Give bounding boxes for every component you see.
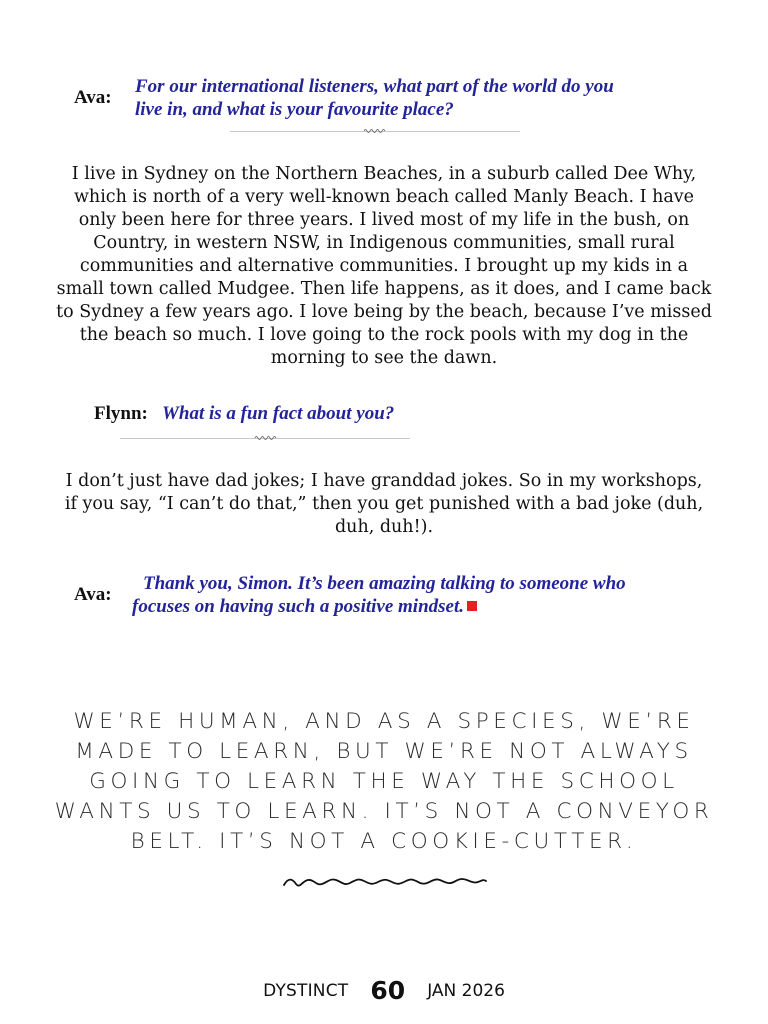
divider-2-squiggle-icon bbox=[254, 435, 278, 441]
pull-quote-line: WE’RE HUMAN, AND AS A SPECIES, WE’RE bbox=[73, 709, 695, 734]
answer-1-line: communities and alternative communities. I brought up my kids in a bbox=[79, 256, 689, 276]
answer-1 bbox=[0, 163, 768, 370]
question-3 bbox=[132, 572, 752, 618]
question-1-line-2: live in, and what is your favourite place? bbox=[135, 99, 454, 120]
answer-2-line: I don’t just have dad jokes; I have granddad jokes. So in my workshops, bbox=[65, 471, 703, 491]
speaker-label-ava-1: Ava: bbox=[74, 87, 112, 108]
page-footer bbox=[0, 976, 768, 1005]
pull-quote-squiggle-icon bbox=[282, 872, 488, 892]
pull-quote-line: BELT. IT’S NOT A COOKIE-CUTTER. bbox=[130, 829, 638, 854]
answer-2 bbox=[0, 470, 768, 539]
issue-date: JAN 2026 bbox=[427, 980, 505, 1001]
magazine-name: DYSTINCT bbox=[263, 980, 349, 1001]
question-2 bbox=[162, 402, 662, 425]
answer-1-line: morning to see the dawn. bbox=[270, 348, 498, 368]
end-of-article-mark-icon bbox=[467, 601, 477, 611]
answer-1-line: small town called Mudgee. Then life happens, as it does, and I came back bbox=[56, 279, 712, 299]
answer-1-line: to Sydney a few years ago. I love being by the beach, because I’ve missed bbox=[56, 302, 712, 322]
pull-quote-line: WANTS US TO LEARN. IT’S NOT A CONVEYOR bbox=[54, 799, 714, 824]
question-1-line-1: For our international listeners, what part of the world do you bbox=[135, 76, 614, 97]
page-number: 60 bbox=[370, 976, 406, 1005]
speaker-label-flynn: Flynn: bbox=[94, 403, 148, 424]
divider-1-squiggle-icon bbox=[363, 128, 387, 134]
question-3-line-1: Thank you, Simon. It’s been amazing talking to someone who bbox=[143, 573, 626, 594]
question-1 bbox=[135, 75, 735, 121]
question-3-line-2-text: focuses on having such a positive mindset. bbox=[132, 596, 464, 617]
pull-quote bbox=[20, 707, 748, 857]
question-3-line-2 bbox=[132, 595, 752, 618]
pull-quote-line: GOING TO LEARN THE WAY THE SCHOOL bbox=[89, 769, 679, 794]
answer-1-line: the beach so much. I love going to the rock pools with my dog in the bbox=[79, 325, 689, 345]
answer-1-line: Country, in western NSW, in Indigenous communities, small rural bbox=[93, 233, 675, 253]
answer-2-line: if you say, “I can’t do that,” then you get punished with a bad joke (duh, bbox=[64, 494, 704, 514]
answer-2-line: duh, duh!). bbox=[334, 517, 434, 537]
answer-1-line: which is north of a very well-known beach called Manly Beach. I have bbox=[73, 187, 695, 207]
pull-quote-line: MADE TO LEARN, BUT WE’RE NOT ALWAYS bbox=[75, 739, 693, 764]
question-2-line-1: What is a fun fact about you? bbox=[162, 403, 395, 424]
speaker-label-ava-2: Ava: bbox=[74, 584, 112, 605]
answer-1-line: only been here for three years. I lived most of my life in the bush, on bbox=[78, 210, 690, 230]
answer-1-line: I live in Sydney on the Northern Beaches, in a suburb called Dee Why, bbox=[71, 164, 697, 184]
